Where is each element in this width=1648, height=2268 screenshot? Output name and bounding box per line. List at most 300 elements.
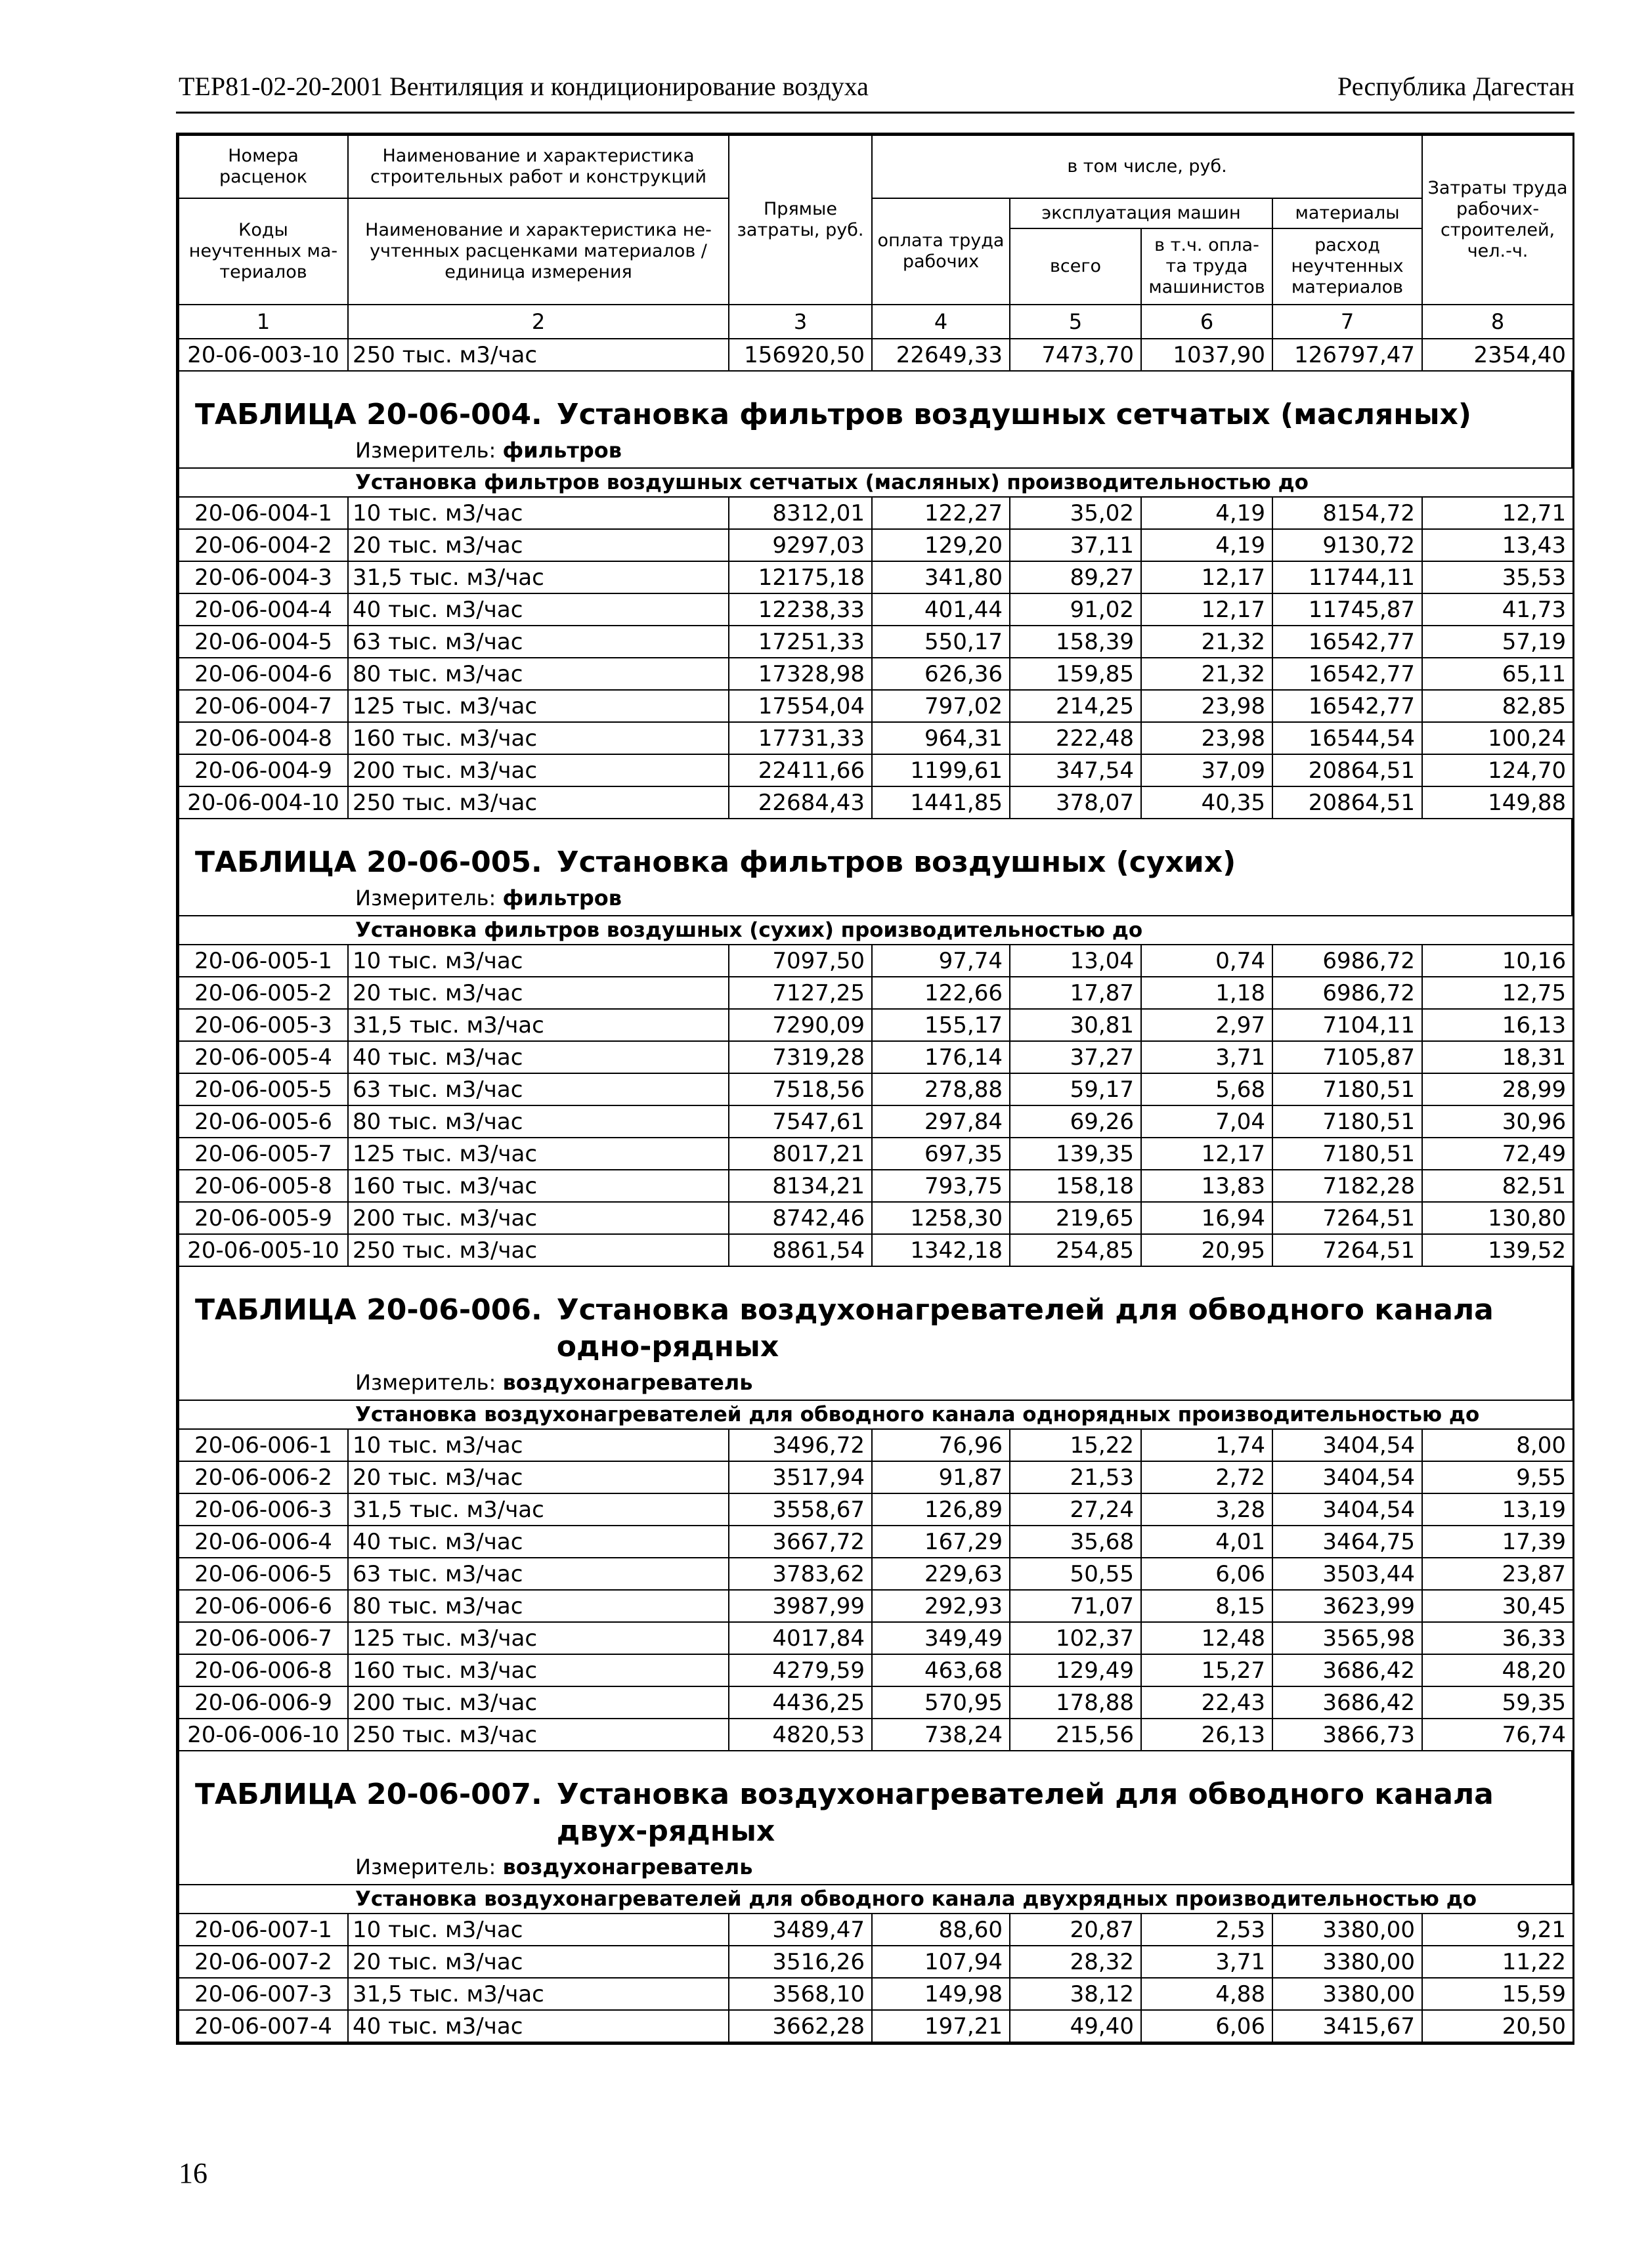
value-cell: 21,32 bbox=[1141, 626, 1272, 658]
rate-code-cell: 20-06-006-6 bbox=[179, 1590, 348, 1622]
section-title bbox=[179, 372, 1571, 433]
table-title: Установка фильтров воздушных сетчатых (масляных) bbox=[556, 398, 1471, 431]
rate-code-cell: 20-06-007-3 bbox=[179, 1978, 348, 2010]
value-cell: 16,13 bbox=[1422, 1009, 1573, 1041]
value-cell: 3558,67 bbox=[729, 1493, 872, 1526]
value-cell: 3404,54 bbox=[1272, 1461, 1422, 1493]
table-subtitle: Установка фильтров воздушных сетчатых (масляных) производительностью до bbox=[179, 468, 1573, 497]
value-cell: 17731,33 bbox=[729, 722, 872, 754]
measure-unit bbox=[179, 433, 1571, 467]
value-cell: 48,20 bbox=[1422, 1654, 1573, 1686]
table-row bbox=[179, 1138, 1573, 1170]
value-cell: 149,88 bbox=[1422, 786, 1573, 819]
value-cell: 229,63 bbox=[872, 1558, 1010, 1590]
value-cell: 15,22 bbox=[1010, 1429, 1141, 1461]
header-work-name: Наименование и характеристика строительных работ и конструкций bbox=[348, 135, 729, 198]
table-row bbox=[179, 786, 1573, 819]
header-including: в том числе, руб. bbox=[872, 135, 1422, 198]
value-cell: 1342,18 bbox=[872, 1234, 1010, 1266]
section-heading bbox=[178, 1267, 1572, 1400]
value-cell: 626,36 bbox=[872, 658, 1010, 690]
value-cell: 124,70 bbox=[1422, 754, 1573, 786]
value-cell: 20,95 bbox=[1141, 1234, 1272, 1266]
value-cell: 156920,50 bbox=[729, 339, 872, 371]
value-cell: 215,56 bbox=[1010, 1719, 1141, 1751]
value-cell: 28,32 bbox=[1010, 1946, 1141, 1978]
value-cell: 17328,98 bbox=[729, 658, 872, 690]
measure-unit bbox=[179, 1850, 1571, 1884]
value-cell: 7127,25 bbox=[729, 977, 872, 1009]
table-row bbox=[179, 1461, 1573, 1493]
measure-label: Измеритель: bbox=[355, 438, 496, 463]
value-cell: 3380,00 bbox=[1272, 1914, 1422, 1946]
value-cell: 159,85 bbox=[1010, 658, 1141, 690]
rate-code-cell: 20-06-006-10 bbox=[179, 1719, 348, 1751]
work-description-cell: 80 тыс. м3/час bbox=[348, 658, 729, 690]
value-cell: 222,48 bbox=[1010, 722, 1141, 754]
value-cell: 8742,46 bbox=[729, 1202, 872, 1234]
value-cell: 7,04 bbox=[1141, 1105, 1272, 1138]
table-row bbox=[179, 626, 1573, 658]
running-header-title: ТЕР81-02-20-2001 Вентиляция и кондиционирование воздуха bbox=[179, 72, 869, 101]
value-cell: 178,88 bbox=[1010, 1686, 1141, 1719]
rate-code-cell: 20-06-007-1 bbox=[179, 1914, 348, 1946]
rate-code-cell: 20-06-004-3 bbox=[179, 561, 348, 593]
value-cell: 17251,33 bbox=[729, 626, 872, 658]
table-row bbox=[179, 1978, 1573, 2010]
value-cell: 7180,51 bbox=[1272, 1138, 1422, 1170]
value-cell: 7290,09 bbox=[729, 1009, 872, 1041]
table-row bbox=[179, 658, 1573, 690]
value-cell: 3496,72 bbox=[729, 1429, 872, 1461]
value-cell: 20,87 bbox=[1010, 1914, 1141, 1946]
value-cell: 3623,99 bbox=[1272, 1590, 1422, 1622]
value-cell: 18,31 bbox=[1422, 1041, 1573, 1073]
value-cell: 550,17 bbox=[872, 626, 1010, 658]
value-cell: 7182,28 bbox=[1272, 1170, 1422, 1202]
column-number: 5 bbox=[1010, 305, 1141, 339]
section-title bbox=[179, 1751, 1571, 1850]
value-cell: 12,75 bbox=[1422, 977, 1573, 1009]
work-description-cell: 160 тыс. м3/час bbox=[348, 1654, 729, 1686]
value-cell: 41,73 bbox=[1422, 593, 1573, 626]
rate-code-cell: 20-06-004-7 bbox=[179, 690, 348, 722]
work-description-cell: 40 тыс. м3/час bbox=[348, 1526, 729, 1558]
running-header-region: Республика Дагестан bbox=[1337, 72, 1574, 101]
value-cell: 155,17 bbox=[872, 1009, 1010, 1041]
value-cell: 11745,87 bbox=[1272, 593, 1422, 626]
table-row bbox=[179, 690, 1573, 722]
rate-code-cell: 20-06-005-2 bbox=[179, 977, 348, 1009]
value-cell: 2,97 bbox=[1141, 1009, 1272, 1041]
column-number: 1 bbox=[179, 305, 348, 339]
value-cell: 37,27 bbox=[1010, 1041, 1141, 1073]
value-cell: 17554,04 bbox=[729, 690, 872, 722]
table-row bbox=[179, 529, 1573, 561]
value-cell: 2,53 bbox=[1141, 1914, 1272, 1946]
section-title bbox=[179, 1267, 1571, 1365]
work-description-cell: 250 тыс. м3/час bbox=[348, 786, 729, 819]
value-cell: 16542,77 bbox=[1272, 658, 1422, 690]
value-cell: 3662,28 bbox=[729, 2010, 872, 2042]
table-title: Установка воздухонагревателей для обводного канала одно-рядных bbox=[556, 1293, 1494, 1363]
value-cell: 139,52 bbox=[1422, 1234, 1573, 1266]
work-description-cell: 10 тыс. м3/час bbox=[348, 1914, 729, 1946]
value-cell: 7104,11 bbox=[1272, 1009, 1422, 1041]
header-worker-pay: оплата труда рабочих bbox=[872, 198, 1010, 305]
value-cell: 3987,99 bbox=[729, 1590, 872, 1622]
value-cell: 7105,87 bbox=[1272, 1041, 1422, 1073]
value-cell: 89,27 bbox=[1010, 561, 1141, 593]
work-description-cell: 10 тыс. м3/час bbox=[348, 945, 729, 977]
value-cell: 15,59 bbox=[1422, 1978, 1573, 2010]
value-cell: 4,01 bbox=[1141, 1526, 1272, 1558]
rate-code-cell: 20-06-003-10 bbox=[179, 339, 348, 371]
value-cell: 8154,72 bbox=[1272, 497, 1422, 529]
rate-code-cell: 20-06-005-1 bbox=[179, 945, 348, 977]
value-cell: 4,88 bbox=[1141, 1978, 1272, 2010]
work-description-cell: 31,5 тыс. м3/час bbox=[348, 1009, 729, 1041]
value-cell: 3517,94 bbox=[729, 1461, 872, 1493]
value-cell: 126797,47 bbox=[1272, 339, 1422, 371]
value-cell: 100,24 bbox=[1422, 722, 1573, 754]
value-cell: 3503,44 bbox=[1272, 1558, 1422, 1590]
value-cell: 8312,01 bbox=[729, 497, 872, 529]
table-row bbox=[179, 1105, 1573, 1138]
header-unaccounted-materials: расход неучтенных материалов bbox=[1272, 228, 1422, 305]
value-cell: 3686,42 bbox=[1272, 1654, 1422, 1686]
column-header-table bbox=[178, 135, 1574, 372]
work-description-cell: 63 тыс. м3/час bbox=[348, 626, 729, 658]
table-number: ТАБЛИЦА 20-06-004. bbox=[195, 398, 542, 431]
rates-table bbox=[178, 1884, 1574, 2043]
value-cell: 12,17 bbox=[1141, 593, 1272, 626]
value-cell: 30,96 bbox=[1422, 1105, 1573, 1138]
measure-label: Измеритель: bbox=[355, 1370, 496, 1395]
table-row bbox=[179, 1234, 1573, 1266]
table-row bbox=[179, 1202, 1573, 1234]
value-cell: 6986,72 bbox=[1272, 945, 1422, 977]
work-description-cell: 10 тыс. м3/час bbox=[348, 497, 729, 529]
value-cell: 71,07 bbox=[1010, 1590, 1141, 1622]
value-cell: 7180,51 bbox=[1272, 1073, 1422, 1105]
value-cell: 0,74 bbox=[1141, 945, 1272, 977]
value-cell: 4820,53 bbox=[729, 1719, 872, 1751]
rate-code-cell: 20-06-005-9 bbox=[179, 1202, 348, 1234]
table-row bbox=[179, 339, 1573, 371]
value-cell: 219,65 bbox=[1010, 1202, 1141, 1234]
value-cell: 3565,98 bbox=[1272, 1622, 1422, 1654]
table-number: ТАБЛИЦА 20-06-006. bbox=[195, 1293, 542, 1327]
work-description-cell: 80 тыс. м3/час bbox=[348, 1590, 729, 1622]
measure-value: воздухонагреватель bbox=[502, 1854, 753, 1879]
value-cell: 16544,54 bbox=[1272, 722, 1422, 754]
table-row bbox=[179, 1719, 1573, 1751]
value-cell: 76,74 bbox=[1422, 1719, 1573, 1751]
value-cell: 22,43 bbox=[1141, 1686, 1272, 1719]
table-row bbox=[179, 561, 1573, 593]
header-rule bbox=[176, 112, 1574, 114]
rate-code-cell: 20-06-005-10 bbox=[179, 1234, 348, 1266]
rate-code-cell: 20-06-007-4 bbox=[179, 2010, 348, 2042]
table-row bbox=[179, 722, 1573, 754]
value-cell: 3667,72 bbox=[729, 1526, 872, 1558]
value-cell: 35,68 bbox=[1010, 1526, 1141, 1558]
header-material-codes: Коды неучтенных ма-териалов bbox=[179, 198, 348, 305]
rate-code-cell: 20-06-006-3 bbox=[179, 1493, 348, 1526]
value-cell: 8017,21 bbox=[729, 1138, 872, 1170]
rate-code-cell: 20-06-005-6 bbox=[179, 1105, 348, 1138]
value-cell: 122,66 bbox=[872, 977, 1010, 1009]
value-cell: 6,06 bbox=[1141, 1558, 1272, 1590]
value-cell: 16542,77 bbox=[1272, 626, 1422, 658]
rate-code-cell: 20-06-006-1 bbox=[179, 1429, 348, 1461]
value-cell: 139,35 bbox=[1010, 1138, 1141, 1170]
value-cell: 21,32 bbox=[1141, 658, 1272, 690]
table-row bbox=[179, 1009, 1573, 1041]
value-cell: 22684,43 bbox=[729, 786, 872, 819]
table-number: ТАБЛИЦА 20-06-007. bbox=[195, 1778, 542, 1811]
value-cell: 40,35 bbox=[1141, 786, 1272, 819]
value-cell: 347,54 bbox=[1010, 754, 1141, 786]
value-cell: 7264,51 bbox=[1272, 1202, 1422, 1234]
work-description-cell: 125 тыс. м3/час bbox=[348, 690, 729, 722]
measure-label: Измеритель: bbox=[355, 886, 496, 910]
rate-code-cell: 20-06-005-4 bbox=[179, 1041, 348, 1073]
value-cell: 21,53 bbox=[1010, 1461, 1141, 1493]
value-cell: 22649,33 bbox=[872, 339, 1010, 371]
header-materials: материалы bbox=[1272, 198, 1422, 228]
value-cell: 1199,61 bbox=[872, 754, 1010, 786]
value-cell: 12,17 bbox=[1141, 561, 1272, 593]
work-description-cell: 200 тыс. м3/час bbox=[348, 754, 729, 786]
value-cell: 12,71 bbox=[1422, 497, 1573, 529]
work-description-cell: 40 тыс. м3/час bbox=[348, 2010, 729, 2042]
table-row bbox=[179, 754, 1573, 786]
work-description-cell: 31,5 тыс. м3/час bbox=[348, 1493, 729, 1526]
value-cell: 129,20 bbox=[872, 529, 1010, 561]
work-description-cell: 20 тыс. м3/час bbox=[348, 529, 729, 561]
value-cell: 28,99 bbox=[1422, 1073, 1573, 1105]
work-description-cell: 125 тыс. м3/час bbox=[348, 1138, 729, 1170]
value-cell: 4436,25 bbox=[729, 1686, 872, 1719]
value-cell: 7473,70 bbox=[1010, 339, 1141, 371]
value-cell: 129,49 bbox=[1010, 1654, 1141, 1686]
value-cell: 378,07 bbox=[1010, 786, 1141, 819]
value-cell: 30,81 bbox=[1010, 1009, 1141, 1041]
value-cell: 1258,30 bbox=[872, 1202, 1010, 1234]
measure-value: фильтров bbox=[502, 438, 622, 463]
value-cell: 793,75 bbox=[872, 1170, 1010, 1202]
table-row bbox=[179, 1041, 1573, 1073]
value-cell: 3783,62 bbox=[729, 1558, 872, 1590]
rate-code-cell: 20-06-005-5 bbox=[179, 1073, 348, 1105]
table-number: ТАБЛИЦА 20-06-005. bbox=[195, 845, 542, 879]
work-description-cell: 125 тыс. м3/час bbox=[348, 1622, 729, 1654]
value-cell: 37,11 bbox=[1010, 529, 1141, 561]
value-cell: 1037,90 bbox=[1141, 339, 1272, 371]
value-cell: 3,28 bbox=[1141, 1493, 1272, 1526]
value-cell: 20864,51 bbox=[1272, 786, 1422, 819]
rate-code-cell: 20-06-004-8 bbox=[179, 722, 348, 754]
rate-code-cell: 20-06-006-9 bbox=[179, 1686, 348, 1719]
table-row bbox=[179, 1914, 1573, 1946]
value-cell: 59,17 bbox=[1010, 1073, 1141, 1105]
value-cell: 9297,03 bbox=[729, 529, 872, 561]
value-cell: 88,60 bbox=[872, 1914, 1010, 1946]
value-cell: 26,13 bbox=[1141, 1719, 1272, 1751]
table-row bbox=[179, 1429, 1573, 1461]
rate-code-cell: 20-06-005-3 bbox=[179, 1009, 348, 1041]
rate-code-cell: 20-06-006-5 bbox=[179, 1558, 348, 1590]
value-cell: 17,87 bbox=[1010, 977, 1141, 1009]
column-number: 2 bbox=[348, 305, 729, 339]
value-cell: 8134,21 bbox=[729, 1170, 872, 1202]
value-cell: 8,00 bbox=[1422, 1429, 1573, 1461]
value-cell: 3686,42 bbox=[1272, 1686, 1422, 1719]
value-cell: 149,98 bbox=[872, 1978, 1010, 2010]
value-cell: 8,15 bbox=[1141, 1590, 1272, 1622]
table-subtitle: Установка фильтров воздушных (сухих) производительностью до bbox=[179, 916, 1573, 945]
value-cell: 69,26 bbox=[1010, 1105, 1141, 1138]
rates-table bbox=[178, 915, 1574, 1267]
measure-unit bbox=[179, 1365, 1571, 1400]
header-labor-hours: Затраты труда рабочих-строителей, чел.-ч. bbox=[1422, 135, 1573, 305]
value-cell: 3489,47 bbox=[729, 1914, 872, 1946]
value-cell: 3380,00 bbox=[1272, 1946, 1422, 1978]
work-description-cell: 160 тыс. м3/час bbox=[348, 722, 729, 754]
value-cell: 2,72 bbox=[1141, 1461, 1272, 1493]
value-cell: 22411,66 bbox=[729, 754, 872, 786]
value-cell: 91,87 bbox=[872, 1461, 1010, 1493]
value-cell: 59,35 bbox=[1422, 1686, 1573, 1719]
value-cell: 130,80 bbox=[1422, 1202, 1573, 1234]
value-cell: 36,33 bbox=[1422, 1622, 1573, 1654]
work-description-cell: 63 тыс. м3/час bbox=[348, 1558, 729, 1590]
value-cell: 97,74 bbox=[872, 945, 1010, 977]
value-cell: 13,43 bbox=[1422, 529, 1573, 561]
rate-code-cell: 20-06-004-5 bbox=[179, 626, 348, 658]
measure-unit bbox=[179, 881, 1571, 915]
header-operator-pay: в т.ч. опла-та труда машинистов bbox=[1141, 228, 1272, 305]
value-cell: 20,50 bbox=[1422, 2010, 1573, 2042]
rate-code-cell: 20-06-006-7 bbox=[179, 1622, 348, 1654]
rate-code-cell: 20-06-004-10 bbox=[179, 786, 348, 819]
value-cell: 9,55 bbox=[1422, 1461, 1573, 1493]
value-cell: 12238,33 bbox=[729, 593, 872, 626]
work-description-cell: 63 тыс. м3/час bbox=[348, 1073, 729, 1105]
value-cell: 2354,40 bbox=[1422, 339, 1573, 371]
value-cell: 1441,85 bbox=[872, 786, 1010, 819]
table-row bbox=[179, 1686, 1573, 1719]
value-cell: 7319,28 bbox=[729, 1041, 872, 1073]
value-cell: 12175,18 bbox=[729, 561, 872, 593]
header-material-names: Наименование и характеристика не-учтенных расценками материалов / единица измерения bbox=[348, 198, 729, 305]
rates-table bbox=[178, 1400, 1574, 1751]
value-cell: 20864,51 bbox=[1272, 754, 1422, 786]
table-row bbox=[179, 593, 1573, 626]
work-description-cell: 20 тыс. м3/час bbox=[348, 1461, 729, 1493]
table-row bbox=[179, 1622, 1573, 1654]
value-cell: 76,96 bbox=[872, 1429, 1010, 1461]
value-cell: 3568,10 bbox=[729, 1978, 872, 2010]
value-cell: 214,25 bbox=[1010, 690, 1141, 722]
value-cell: 3415,67 bbox=[1272, 2010, 1422, 2042]
work-description-cell: 40 тыс. м3/час bbox=[348, 1041, 729, 1073]
table-row bbox=[179, 1073, 1573, 1105]
value-cell: 126,89 bbox=[872, 1493, 1010, 1526]
table-row bbox=[179, 1170, 1573, 1202]
table-row bbox=[179, 1493, 1573, 1526]
work-description-cell: 250 тыс. м3/час bbox=[348, 339, 729, 371]
section-heading bbox=[178, 372, 1572, 467]
value-cell: 176,14 bbox=[872, 1041, 1010, 1073]
column-number: 7 bbox=[1272, 305, 1422, 339]
rate-code-cell: 20-06-005-8 bbox=[179, 1170, 348, 1202]
value-cell: 37,09 bbox=[1141, 754, 1272, 786]
section-heading bbox=[178, 819, 1572, 915]
value-cell: 6986,72 bbox=[1272, 977, 1422, 1009]
value-cell: 11,22 bbox=[1422, 1946, 1573, 1978]
table-title: Установка воздухонагревателей для обводного канала двух-рядных bbox=[556, 1778, 1494, 1848]
value-cell: 4,19 bbox=[1141, 529, 1272, 561]
value-cell: 4,19 bbox=[1141, 497, 1272, 529]
rate-code-cell: 20-06-004-1 bbox=[179, 497, 348, 529]
value-cell: 65,11 bbox=[1422, 658, 1573, 690]
table-subtitle: Установка воздухонагревателей для обводного канала двухрядных производительностью до bbox=[179, 1885, 1573, 1914]
rate-code-cell: 20-06-005-7 bbox=[179, 1138, 348, 1170]
value-cell: 13,04 bbox=[1010, 945, 1141, 977]
rate-code-cell: 20-06-006-2 bbox=[179, 1461, 348, 1493]
value-cell: 349,49 bbox=[872, 1622, 1010, 1654]
rates-table bbox=[178, 467, 1574, 819]
value-cell: 72,49 bbox=[1422, 1138, 1573, 1170]
rate-code-cell: 20-06-004-4 bbox=[179, 593, 348, 626]
value-cell: 158,18 bbox=[1010, 1170, 1141, 1202]
value-cell: 3380,00 bbox=[1272, 1978, 1422, 2010]
work-description-cell: 31,5 тыс. м3/час bbox=[348, 561, 729, 593]
value-cell: 15,27 bbox=[1141, 1654, 1272, 1686]
value-cell: 50,55 bbox=[1010, 1558, 1141, 1590]
value-cell: 49,40 bbox=[1010, 2010, 1141, 2042]
value-cell: 3404,54 bbox=[1272, 1493, 1422, 1526]
value-cell: 3,71 bbox=[1141, 1946, 1272, 1978]
value-cell: 697,35 bbox=[872, 1138, 1010, 1170]
table-row bbox=[179, 1590, 1573, 1622]
work-description-cell: 20 тыс. м3/час bbox=[348, 1946, 729, 1978]
value-cell: 4017,84 bbox=[729, 1622, 872, 1654]
measure-label: Измеритель: bbox=[355, 1854, 496, 1879]
column-number: 6 bbox=[1141, 305, 1272, 339]
value-cell: 9130,72 bbox=[1272, 529, 1422, 561]
value-cell: 102,37 bbox=[1010, 1622, 1141, 1654]
table-row bbox=[179, 2010, 1573, 2042]
value-cell: 10,16 bbox=[1422, 945, 1573, 977]
value-cell: 7547,61 bbox=[729, 1105, 872, 1138]
table-row bbox=[179, 497, 1573, 529]
value-cell: 91,02 bbox=[1010, 593, 1141, 626]
value-cell: 5,68 bbox=[1141, 1073, 1272, 1105]
value-cell: 12,48 bbox=[1141, 1622, 1272, 1654]
value-cell: 197,21 bbox=[872, 2010, 1010, 2042]
value-cell: 401,44 bbox=[872, 593, 1010, 626]
work-description-cell: 20 тыс. м3/час bbox=[348, 977, 729, 1009]
value-cell: 35,02 bbox=[1010, 497, 1141, 529]
value-cell: 107,94 bbox=[872, 1946, 1010, 1978]
header-machine-operation: эксплуатация машин bbox=[1010, 198, 1272, 228]
value-cell: 3,71 bbox=[1141, 1041, 1272, 1073]
value-cell: 8861,54 bbox=[729, 1234, 872, 1266]
